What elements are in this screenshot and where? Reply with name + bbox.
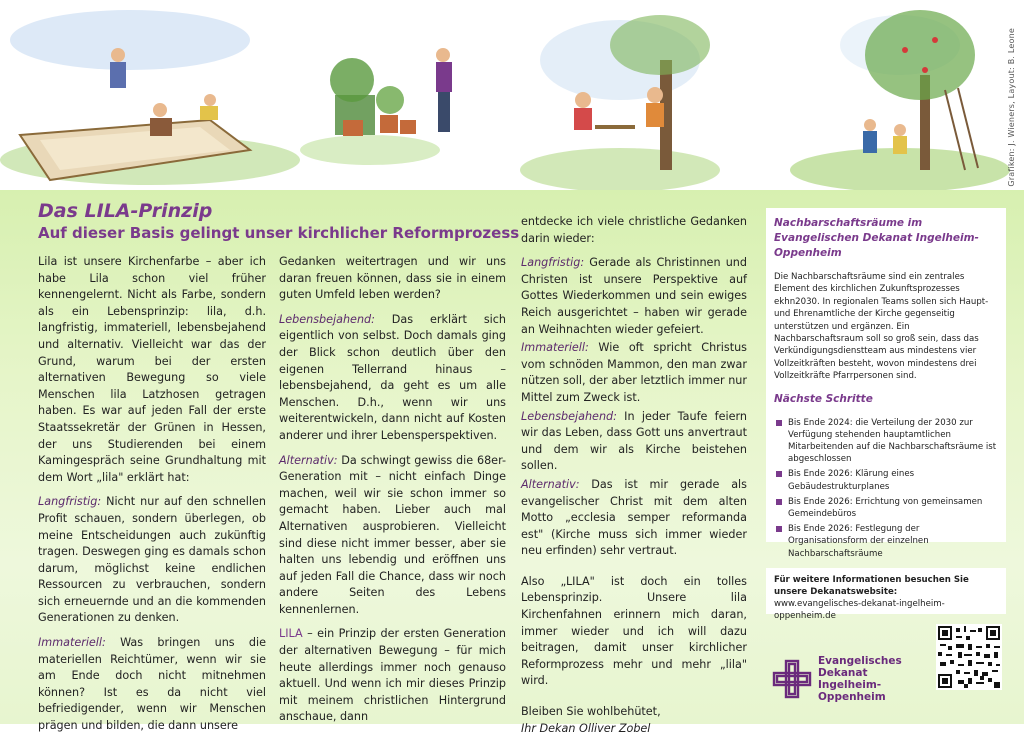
- square-bullet-icon: [776, 471, 782, 477]
- keyword: Langfristig:: [521, 256, 585, 270]
- keyword: Immateriell:: [38, 636, 106, 650]
- paragraph-text: Was bringen uns die materiellen Reichtümer, wenn wir sie am Ende doch nicht mitnehmen können? Ist es da nicht viel befriedigender, wenn wir Menschen prägen und bilden, die dann unsere: [38, 636, 266, 733]
- sidebox-title: Nachbarschaftsräume im Evangelischen Dekanat Ingelheim-Oppenheim: [774, 217, 979, 259]
- cross-logo-icon: [772, 659, 812, 699]
- logo-line-2: Ingelheim-Oppenheim: [818, 679, 886, 703]
- paragraph-text: Da schwingt gewiss die 68er-Generation mit – nicht einfach Dinge machen, weil wir sie schon immer so gemacht haben. Lieber auch mal Alternativen ausprobieren. Vielleicht sind diese nicht immer besser, aber sie halten uns lebendig und eröffnen uns auf jeden Fall die Chance, dass wir noch andere Seiten des Lebens kennenlernen.: [279, 453, 506, 616]
- sign-off-name: Ihr Dekan Olliver Zobel: [521, 721, 651, 735]
- list-item-text: Bis Ende 2024: die Verteilung der 2030 zur Verfügung stehenden hauptamtlichen Mitarbeitenden auf die Nachbarschaftsräume ist abgeschlossen: [788, 417, 997, 465]
- watercolor-illustrations: [0, 0, 1024, 190]
- image-credit: Grafiken: J. Wieners, Layout: B. Leone: [1007, 28, 1016, 187]
- infobox-text: Für weitere Informationen besuchen Sie unsere Dekanatswebsite:: [774, 575, 969, 597]
- square-bullet-icon: [776, 499, 782, 505]
- keyword: LILA: [279, 627, 303, 641]
- paragraph-text: Nicht nur auf den schnellen Profit schauen, sondern überlegen, ob meine Entscheidungen auch zukünftig tragen. Deswegen ging es damals schon darum, möglichst keine endlichen Ressourcen zu verbrauchen, sondern sich erneuernde und an die kommenden Generationen zu denken.: [38, 495, 266, 625]
- paragraph: Gedanken weitertragen und wir uns daran freuen können, dass sie in einem guten Umfeld leben werden?: [279, 255, 506, 302]
- next-steps-list: [774, 417, 998, 560]
- paragraph: Lila ist unsere Kirchenfarbe – aber ich habe Lila schon viel früher kennengelernt. Nicht als Farbe, sondern als ein Lebensprinzip: lila, d.h. langfristig, immateriell, lebensbejahend und alternativ. Vielleicht war das der Grund, warum bei der ersten alternativen Bewegung so viele Menschen lila Latzhosen getragen haben. Es war auf jeden Fall der erste Staatssekretär der Grünen in Hessen, der uns Studierenden bei einem Kamingespräch seine Grundhaltung mit dem Wort „lila" erklärt hat:: [38, 255, 266, 484]
- keyword: Alternativ:: [521, 477, 580, 491]
- paragraph: [521, 255, 747, 338]
- paragraph: [521, 477, 747, 560]
- paragraph-text: Das ist mir gerade als evangelischer Christ mit dem alten Motto „ecclesia semper reformanda est" (Kirche muss sich immer wieder neu erfinden) sehr vertraut.: [521, 477, 747, 558]
- square-bullet-icon: [776, 420, 782, 426]
- next-steps-title: Nächste Schritte: [774, 392, 873, 405]
- article-column-1: [38, 254, 266, 743]
- logo-wordmark: [818, 655, 922, 703]
- keyword: Alternativ:: [279, 453, 338, 467]
- list-item-text: Bis Ende 2026: Klärung eines Gebäudestrukturplanes: [788, 469, 915, 492]
- header-illustrations: [0, 0, 1024, 190]
- paragraph: [279, 626, 506, 726]
- paragraph-text: In jeder Taufe feiern wir das Leben, dass Gott uns anvertraut und dem wir als Kirche beistehen sollen.: [521, 409, 747, 473]
- paragraph: entdecke ich viele christliche Gedanken darin wieder:: [521, 215, 747, 245]
- qr-code[interactable]: [936, 624, 1002, 690]
- dekanat-logo: [772, 655, 922, 703]
- list-item-text: Bis Ende 2026: Errichtung von gemeinsamen Gemeindebüros: [788, 496, 983, 520]
- page-subtitle: Auf dieser Basis gelingt unser kirchlicher Reformprozess: [38, 224, 520, 242]
- keyword: Lebensbejahend:: [521, 409, 617, 423]
- article-column-2: [279, 254, 506, 734]
- sidebox-text: Die Nachbarschaftsräume sind ein zentrales Element des kirchlichen Zukunftsprozesses ekhn2030. In regionalen Teams sollen sich Haupt- und Ehrenamtliche der Kirche gegenseitig unterstützen und ergänzen. Ein Nachbarschaftsraum soll so groß sein, dass das Verkündigungsdienstteam aus mindestens vier Vollzeitkräften besteht, wovon mindestens drei Vollzeitkräfte Pfarrpersonen sind.: [774, 272, 989, 382]
- list-item: [774, 417, 998, 466]
- list-item: [774, 523, 998, 560]
- list-item-text: Bis Ende 2026: Festlegung der Organisationsform der einzelnen Nachbarschaftsräume: [788, 524, 929, 559]
- paragraph: [38, 635, 266, 735]
- article-column-3: [521, 214, 747, 745]
- paragraph-text: Gerade als Christinnen und Christen ist unsere Perspektive auf Gottes Wiederkommen und sein ewiges Reich ausgerichtet – haben wir gerade an Weihnachten wieder gefeiert.: [521, 256, 747, 336]
- paragraph: [521, 409, 747, 475]
- info-sidebox: [766, 208, 1006, 559]
- list-item: [774, 496, 998, 520]
- paragraph: Also „LILA" ist doch ein tolles Lebensprinzip. Unsere lila Kirchenfahnen erinnern mich daran, immer wieder und ich will dazu beitragen, damit unser kirchlicher Reformprozess mehr und mehr „lila" wird.: [521, 574, 747, 688]
- logo-line-1: Evangelisches Dekanat: [818, 655, 902, 679]
- paragraph: [279, 312, 506, 445]
- paragraph: [38, 494, 266, 627]
- website-link[interactable]: www.evangelisches-dekanat-ingelheim-oppenheim.de: [774, 599, 945, 621]
- website-infobox: [766, 568, 1006, 621]
- qr-code-icon: [936, 624, 1002, 690]
- paragraph: [521, 340, 747, 406]
- square-bullet-icon: [776, 526, 782, 532]
- sign-off-greeting: Bleiben Sie wohlbehütet,: [521, 705, 661, 719]
- paragraph-text: – ein Prinzip der ersten Generation der alternativen Bewegung – für mich heute allerdings immer noch genauso aktuell. Und wenn ich mir dieses Prinzip mit meinem christlichen Hintergrund anschaue, dann: [279, 627, 506, 724]
- page-title: Das LILA-Prinzip: [38, 200, 213, 222]
- list-item: [774, 468, 998, 492]
- keyword: Langfristig:: [38, 495, 102, 509]
- keyword: Lebensbejahend:: [279, 312, 375, 326]
- paragraph: [279, 453, 506, 619]
- paragraph-text: Wie oft spricht Christus vom schnöden Mammon, den man zwar nützen soll, der aber letztlich immer nur Mittel zum Zweck ist.: [521, 341, 747, 404]
- paragraph-text: Das erklärt sich eigentlich von selbst. Doch damals ging der Blick schon deutlich über den eigenen Tellerrand hinaus – lebensbejahend, da geht es um alle Menschen. D.h., wenn wir uns weiterentwickeln, dann nicht auf Kosten anderer und ihrer Lebensperspektiven.: [279, 312, 506, 442]
- keyword: Immateriell:: [521, 341, 589, 355]
